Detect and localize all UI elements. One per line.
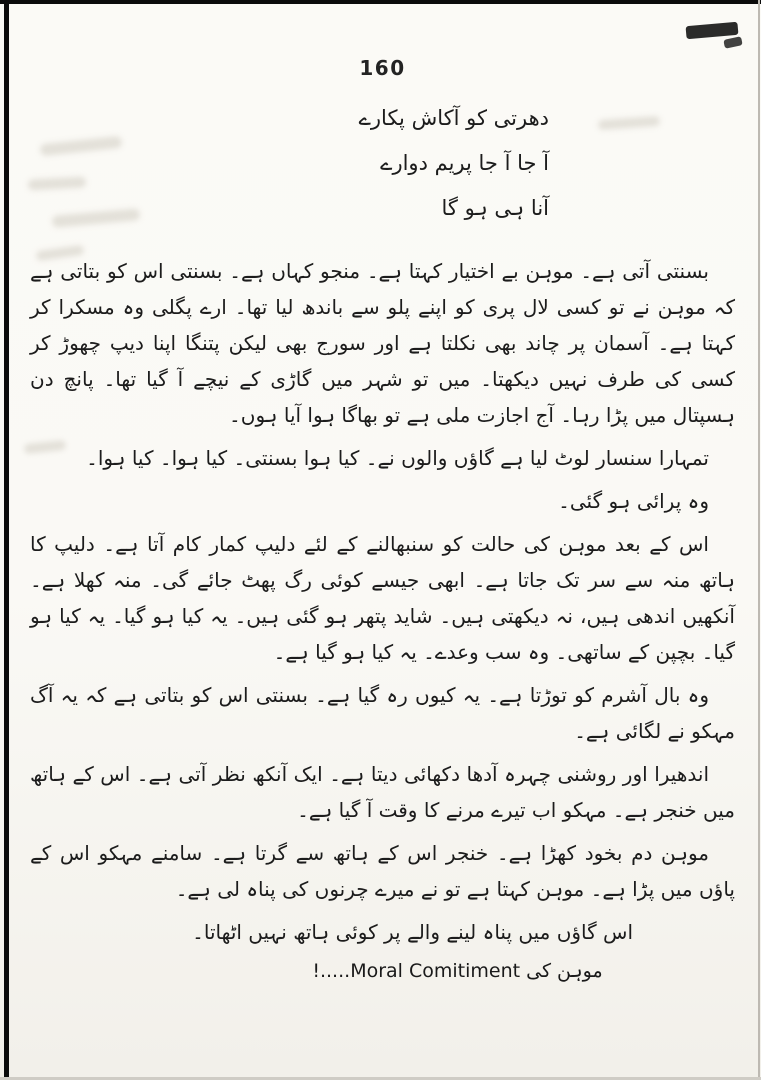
paragraph-1: بسنتی آتی ہے۔ موہن بے اختیار کہتا ہے۔ منجو کہاں ہے۔ بسنتی اس کو بتاتی ہے کہ موہن نے تو کسی لال پری کو اپنے پلو سے باندھ لیا تھا۔ ارے پگلی وہ مسکرا کر کہتا ہے۔ آسمان پر چاند بھی نکلتا ہے اور سورج بھی لیکن پتنگا اپنا دیپ چھوڑ کر کسی کی طرف نہیں دیکھتا۔ میں تو شہر میں گاڑی کے نیچے آ گیا تھا۔ پانچ دن ہسپتال میں پڑا رہا۔ آج اجازت ملی ہے تو بھاگا ہوا آیا ہوں۔ [30,259,735,427]
page-content [30,56,735,982]
ink-smudge-small [723,36,742,49]
page-number: 160 [359,56,406,80]
footer-line: موہن کی Moral Comitiment.....! [312,960,603,982]
paragraph-3: وہ پرائی ہو گئی۔ [558,489,709,513]
paragraph-6: اندھیرا اور روشنی چہرہ آدھا دکھائی دیتا ہے۔ ایک آنکھ نظر آتی ہے۔ اس کے ہاتھ میں خنجر ہے۔ مہکو اب تیرے مرنے کا وقت آ گیا ہے۔ [30,762,735,822]
ink-smudge [686,22,739,39]
verse-line-3: آنا ہی ہو گا [441,196,549,220]
paragraph-7: موہن دم بخود کھڑا ہے۔ خنجر اس کے ہاتھ سے گرتا ہے۔ سامنے مہکو اس کے پاؤں میں پڑا ہے۔ موہن کہتا ہے تو نے میرے چرنوں کی پناہ لی ہے۔ [30,841,735,901]
verse-line-1: دھرتی کو آکاش پکارے [358,106,549,130]
scan-edge-top [0,0,761,4]
paragraph-4: اس کے بعد موہن کی حالت کو سنبھالنے کے لئے دلیپ کمار کام آتا ہے۔ دلیپ کا ہاتھ منہ سے سر تک جاتا ہے۔ ابھی جیسے کوئی رگ پھٹ جائے گی۔ منہ کھلا ہے۔ آنکھیں اندھی ہیں، نہ دیکھتی ہیں۔ شاید پتھر ہو گئی ہیں۔ یہ کیا ہو گیا۔ یہ کیا ہو گیا۔ بچپن کے ساتھی۔ وہ سب وعدے۔ یہ کیا ہو گیا ہے۔ [30,532,735,664]
scan-edge-left [4,0,9,1080]
paragraph-2: تمہارا سنسار لوٹ لیا ہے گاؤں والوں نے۔ کیا ہوا بسنتی۔ کیا ہوا۔ کیا ہوا۔ [86,446,709,470]
verse-line-2: آ جا آ جا پریم دوارے [380,151,549,175]
paragraph-8: اس گاؤں میں پناہ لینے والے پر کوئی ہاتھ نہیں اٹھاتا۔ [192,920,633,944]
scan-edge-right [758,0,760,1080]
paragraph-5: وہ بال آشرم کو توڑتا ہے۔ یہ کیوں رہ گیا ہے۔ بسنتی اس کو بتاتی ہے کہ یہ آگ مہکو نے لگائی ہے۔ [30,683,735,743]
verse-block [30,96,549,231]
